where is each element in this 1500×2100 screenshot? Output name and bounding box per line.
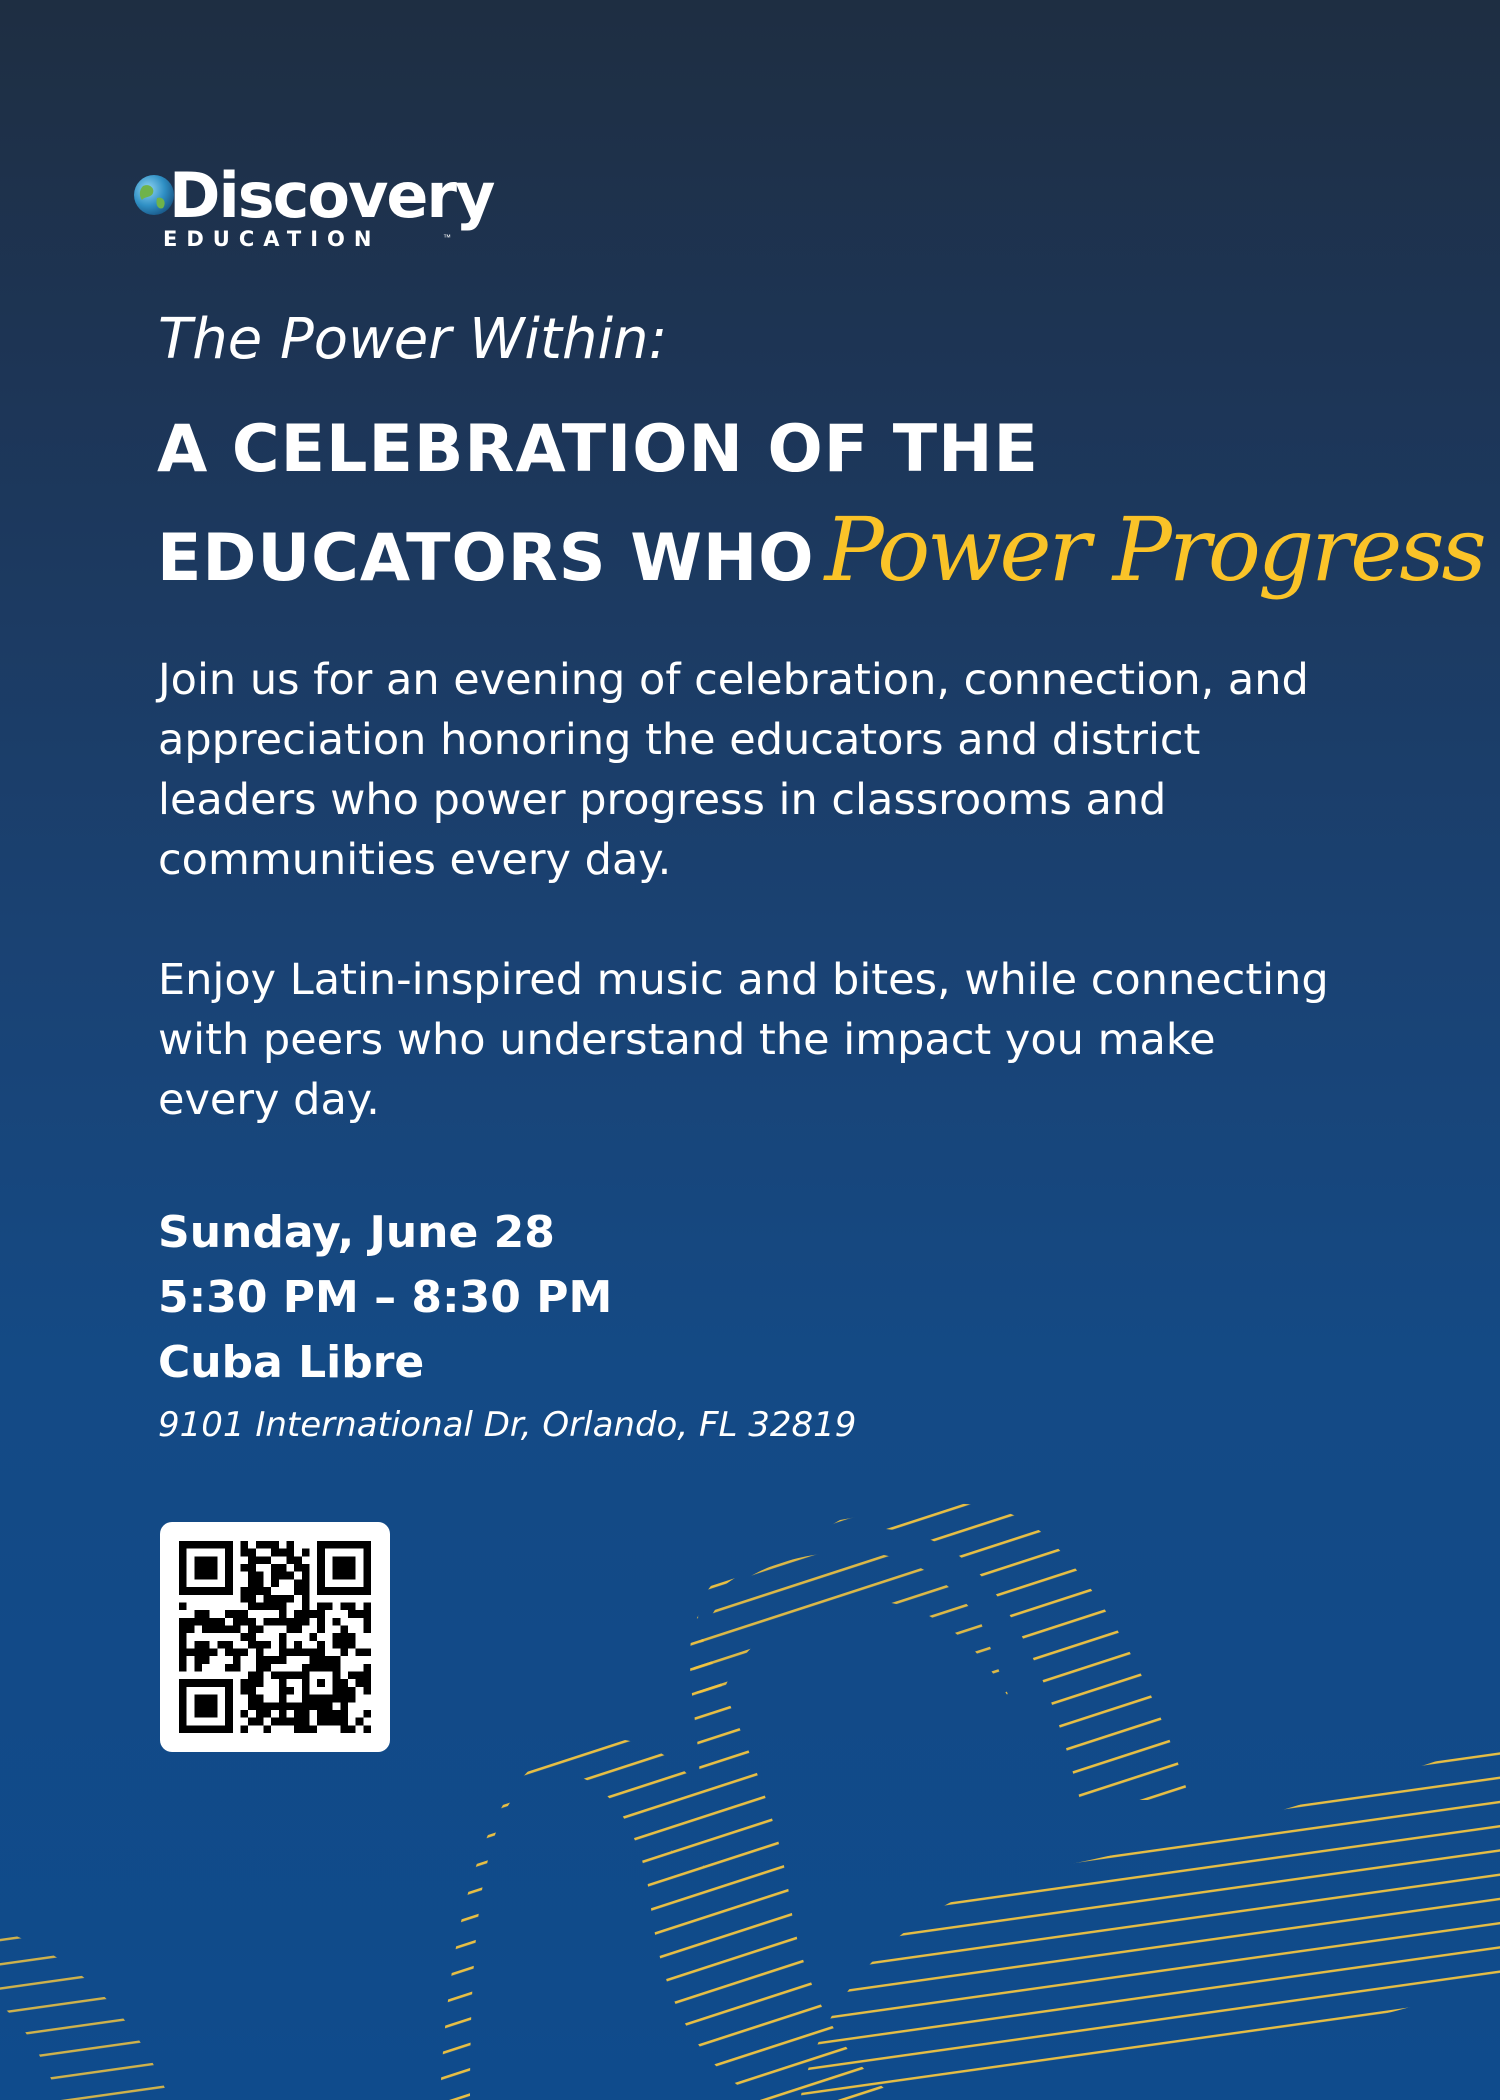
event-date: Sunday, June 28 bbox=[158, 1207, 555, 1258]
discovery-education-logo bbox=[133, 159, 494, 251]
brand-subtitle: EDUCATION bbox=[163, 227, 381, 251]
brand-name: Discovery bbox=[169, 159, 494, 232]
event-address: 9101 International Dr, Orlando, FL 32819 bbox=[158, 1405, 857, 1445]
event-details bbox=[158, 1200, 856, 1455]
trademark-symbol: ™ bbox=[443, 233, 451, 242]
event-venue: Cuba Libre bbox=[158, 1337, 425, 1388]
headline-line-2-text: EDUCATORS WHO bbox=[157, 521, 815, 596]
event-headline bbox=[157, 400, 1484, 609]
event-subtitle: The Power Within: bbox=[158, 307, 668, 372]
intro-paragraph: Join us for an evening of celebration, connection, and appreciation honoring the educators and district leaders who power progress in classrooms and communities every day. bbox=[158, 655, 1309, 885]
qr-code[interactable] bbox=[160, 1522, 390, 1752]
event-time: 5:30 PM – 8:30 PM bbox=[158, 1272, 613, 1323]
qr-code-icon bbox=[179, 1541, 371, 1733]
headline-accent: Power Progress bbox=[824, 498, 1484, 601]
details-paragraph: Enjoy Latin-inspired music and bites, while connecting with peers who understand the impact you make every day. bbox=[158, 955, 1329, 1125]
headline-line-2 bbox=[157, 500, 1484, 609]
headline-line-1: A CELEBRATION OF THE bbox=[157, 412, 1039, 487]
